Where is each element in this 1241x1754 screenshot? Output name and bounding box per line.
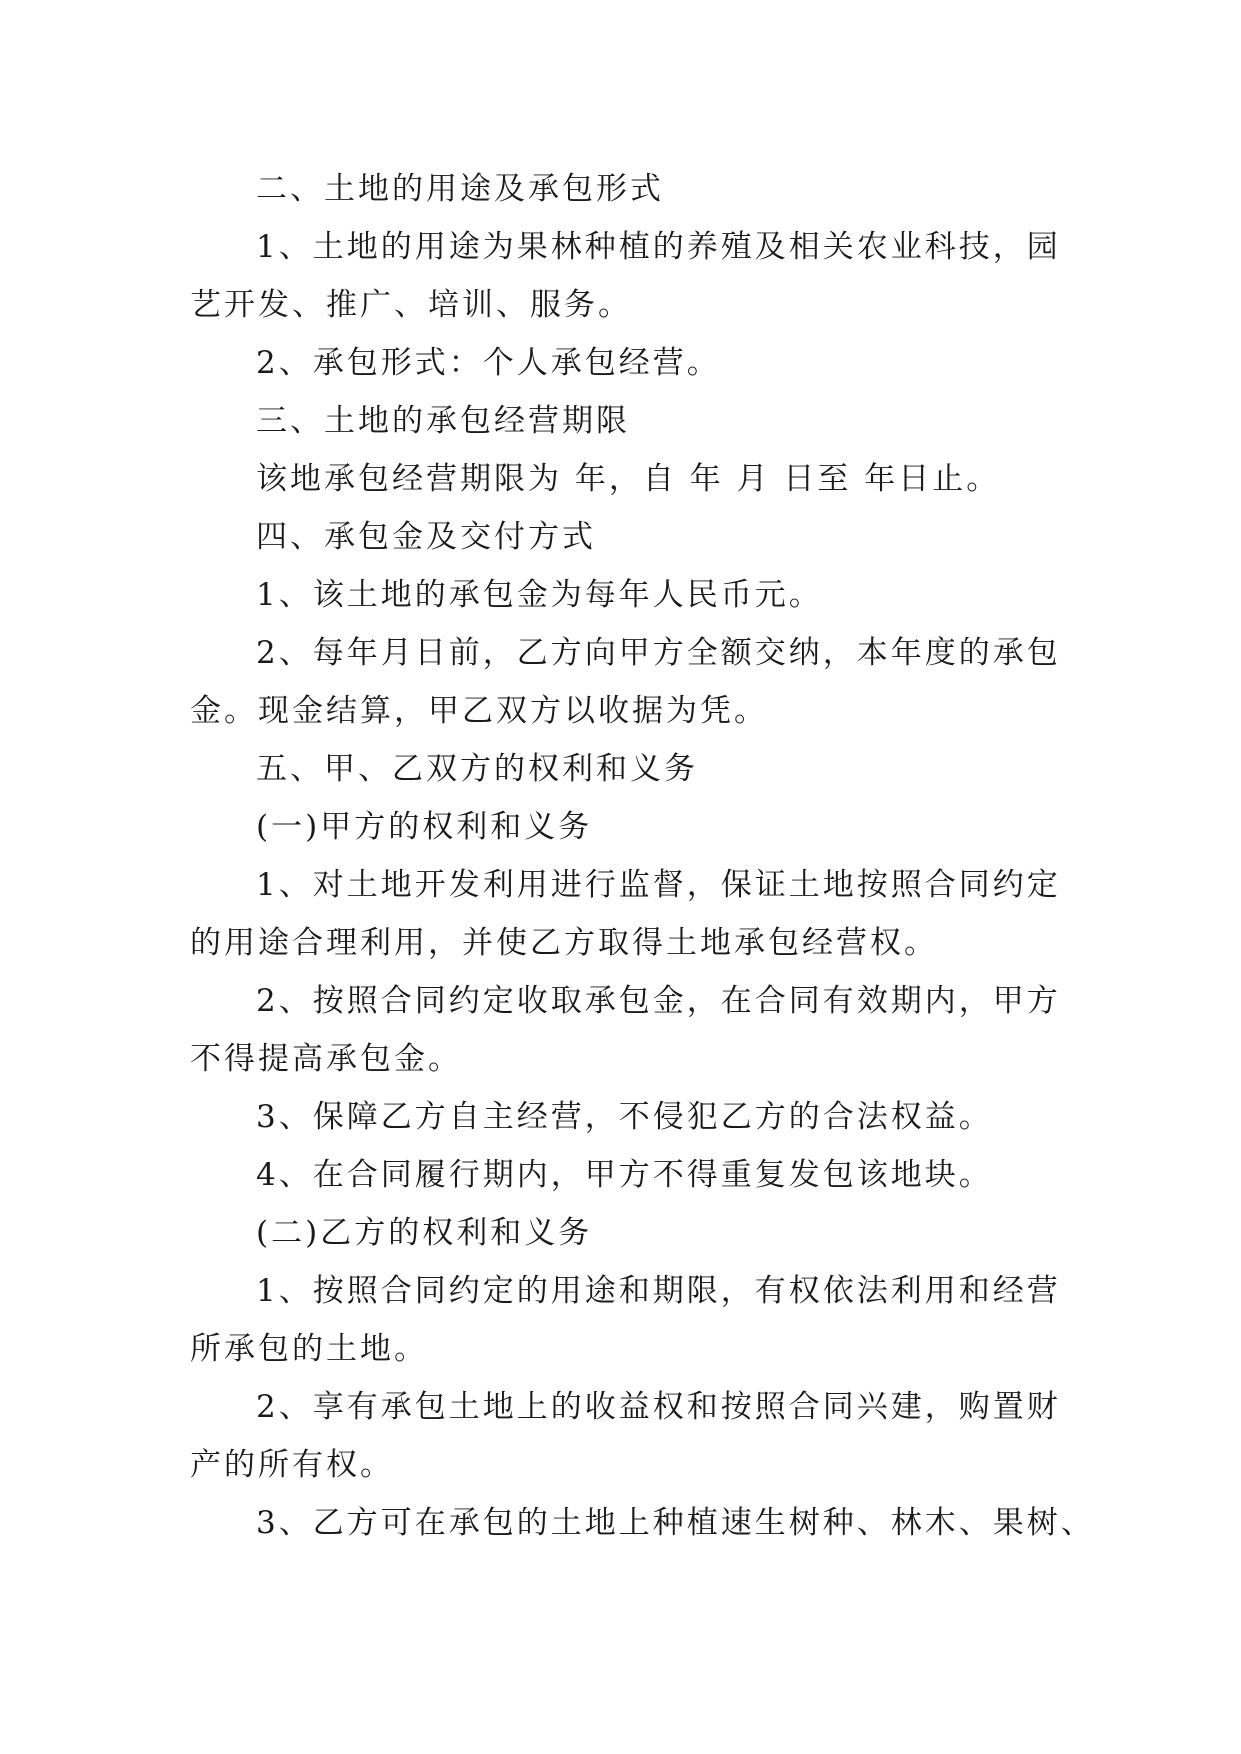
paragraph-line: 2、享有承包土地上的收益权和按照合同兴建，购置财 [256, 1389, 1061, 1425]
paragraph-line: 所承包的土地。 [190, 1331, 428, 1367]
paragraph-line: 2、承包形式：个人承包经营。 [256, 345, 721, 381]
document-body [190, 160, 1095, 1552]
paragraph-line: 1、按照合同约定的用途和期限，有权依法利用和经营 [256, 1273, 1061, 1309]
paragraph-line: 产的所有权。 [190, 1447, 394, 1483]
paragraph-line: 3、乙方可在承包的土地上种植速生树种、林木、果树、 [256, 1505, 1095, 1541]
paragraph-line: 1、土地的用途为果林种植的养殖及相关农业科技，园 [256, 229, 1061, 265]
paragraph-line: 2、按照合同约定收取承包金，在合同有效期内，甲方 [256, 983, 1061, 1019]
section-heading-4: 四、承包金及交付方式 [256, 519, 596, 555]
subsection-heading-party-a: (一)甲方的权利和义务 [256, 809, 593, 845]
paragraph-line: 不得提高承包金。 [190, 1041, 462, 1077]
paragraph-line: 1、对土地开发利用进行监督，保证土地按照合同约定 [256, 867, 1061, 903]
section-heading-3: 三、土地的承包经营期限 [256, 403, 630, 439]
paragraph-line: 金。现金结算，甲乙双方以收据为凭。 [190, 693, 768, 729]
subsection-heading-party-b: (二)乙方的权利和义务 [256, 1215, 593, 1251]
paragraph-line: 3、保障乙方自主经营，不侵犯乙方的合法权益。 [256, 1099, 993, 1135]
paragraph-line: 4、在合同履行期内，甲方不得重复发包该地块。 [256, 1157, 993, 1193]
paragraph-line: 1、该土地的承包金为每年人民币元。 [256, 577, 823, 613]
section-heading-2: 二、土地的用途及承包形式 [256, 171, 664, 207]
paragraph-line: 2、每年月日前，乙方向甲方全额交纳，本年度的承包 [256, 635, 1061, 671]
paragraph-line: 艺开发、推广、培训、服务。 [190, 287, 632, 323]
section-heading-5: 五、甲、乙双方的权利和义务 [256, 751, 698, 787]
paragraph-line: 的用途合理利用，并使乙方取得土地承包经营权。 [190, 925, 938, 961]
paragraph-line: 该地承包经营期限为 年，自 年 月 日至 年日止。 [256, 461, 1001, 497]
